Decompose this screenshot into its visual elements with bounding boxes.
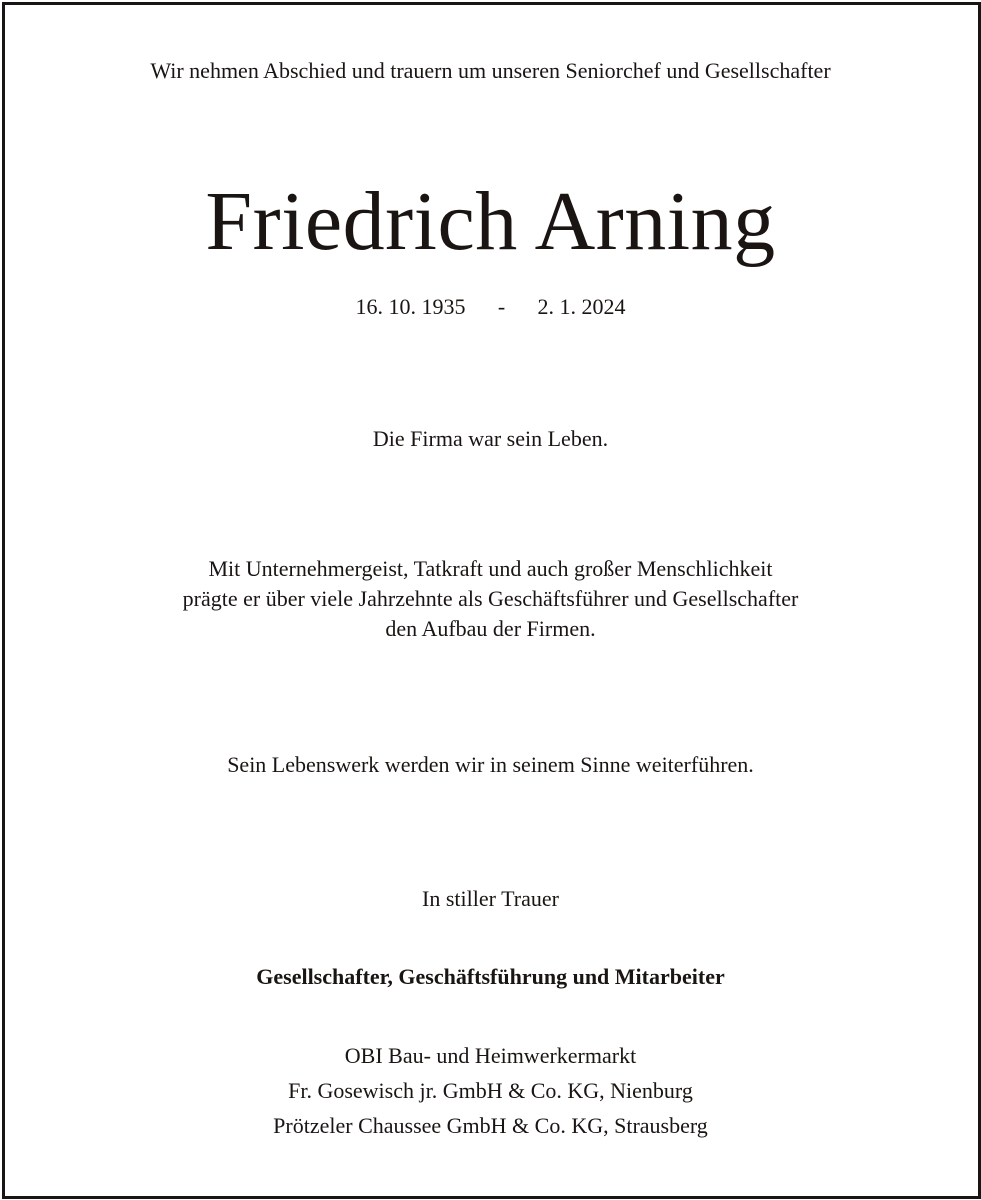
intro-text: Wir nehmen Abschied und trauern um unseren Seniorchef und Gesellschafter <box>150 58 831 83</box>
signers-text: Gesellschafter, Geschäftsführung und Mitarbeiter <box>256 964 725 989</box>
motto-text: Die Firma war sein Leben. <box>372 426 609 451</box>
mourning-text: In stiller Trauer <box>422 886 559 911</box>
deceased-name: Friedrich Arning <box>205 175 776 268</box>
birth-date: 16. 10. 1935 <box>355 294 466 319</box>
life-dates <box>0 292 981 322</box>
tribute-line: prägte er über viele Jahrzehnte als Geschäftsführer und Gesellschafter <box>182 586 799 611</box>
tribute-line: Mit Unternehmergeist, Tatkraft und auch großer Menschlichkeit <box>208 556 773 581</box>
company-line: OBI Bau- und Heimwerkermarkt <box>344 1043 637 1068</box>
company-list <box>0 1038 981 1143</box>
date-separator: - <box>497 294 506 319</box>
death-date: 2. 1. 2024 <box>537 294 626 319</box>
tribute-line: den Aufbau der Firmen. <box>385 616 596 641</box>
legacy-text: Sein Lebenswerk werden wir in seinem Sinne weiterführen. <box>227 752 754 777</box>
company-line: Prötzeler Chaussee GmbH & Co. KG, Strausberg <box>273 1113 708 1138</box>
tribute-paragraph <box>0 554 981 644</box>
company-line: Fr. Gosewisch jr. GmbH & Co. KG, Nienburg <box>288 1078 693 1103</box>
